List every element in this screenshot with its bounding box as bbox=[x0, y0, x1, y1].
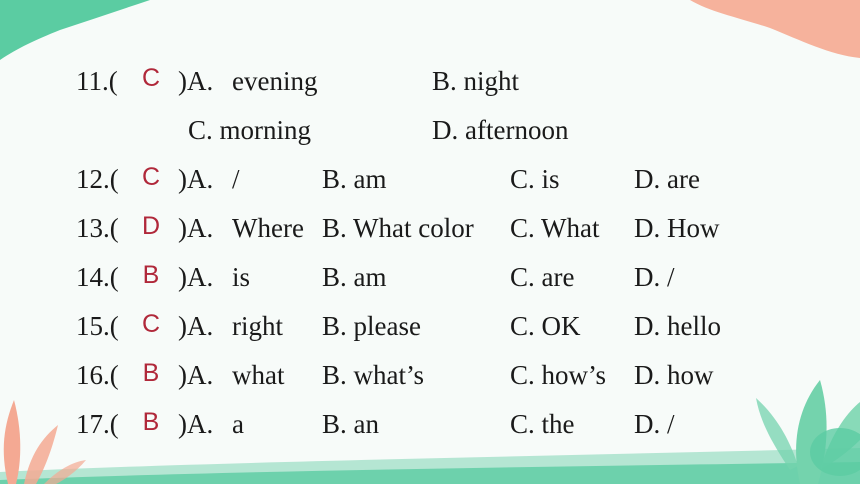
option-a: / bbox=[232, 164, 240, 194]
green-blob-top-left bbox=[0, 0, 150, 60]
option-c: C. how’s bbox=[510, 360, 607, 390]
option-b: B. What color bbox=[322, 213, 474, 243]
option-a-label: )A. bbox=[178, 409, 214, 439]
pink-blob-top-right bbox=[690, 0, 860, 58]
option-b: B. an bbox=[322, 409, 379, 439]
option-a-label: )A. bbox=[178, 164, 214, 194]
question-number: 16.( bbox=[76, 360, 119, 390]
answer-letter: B bbox=[142, 359, 160, 387]
option-a: is bbox=[232, 262, 251, 292]
answer-letter: C bbox=[141, 310, 161, 338]
question-number: 13.( bbox=[76, 213, 119, 243]
option-d: D. hello bbox=[634, 311, 721, 341]
option-c: C. OK bbox=[510, 311, 581, 341]
option-a-label: )A. bbox=[178, 360, 214, 390]
option-d: D. how bbox=[634, 360, 714, 390]
question-number: 14.( bbox=[76, 262, 119, 292]
question-number: 11.( bbox=[76, 66, 118, 96]
option-a: evening bbox=[232, 66, 318, 96]
option-d: D. How bbox=[634, 213, 720, 243]
option-a: right bbox=[232, 311, 283, 341]
option-c: C. morning bbox=[188, 115, 312, 145]
option-c: C. the bbox=[510, 409, 575, 439]
question-number: 17.( bbox=[76, 409, 119, 439]
answer-letter: D bbox=[141, 212, 161, 240]
option-a: Where bbox=[232, 213, 304, 243]
option-a-label: )A. bbox=[178, 311, 214, 341]
option-d: D. afternoon bbox=[432, 115, 569, 145]
option-d: D. / bbox=[634, 262, 675, 292]
answer-letter: C bbox=[141, 163, 161, 191]
option-b: B. please bbox=[322, 311, 421, 341]
answer-letter: B bbox=[142, 408, 160, 436]
option-b: B. what’s bbox=[322, 360, 425, 390]
question-number: 15.( bbox=[76, 311, 119, 341]
option-a-label: )A. bbox=[178, 262, 214, 292]
question-number: 12.( bbox=[76, 164, 119, 194]
option-b: B. night bbox=[432, 66, 520, 96]
option-d: D. are bbox=[634, 164, 700, 194]
option-a-label: )A. bbox=[178, 213, 214, 243]
option-a: what bbox=[232, 360, 285, 390]
answer-letter: C bbox=[141, 64, 161, 92]
option-c: C. are bbox=[510, 262, 575, 292]
option-c: C. What bbox=[510, 213, 600, 243]
option-b: B. am bbox=[322, 164, 387, 194]
option-d: D. / bbox=[634, 409, 675, 439]
answer-letter: B bbox=[142, 261, 160, 289]
option-a: a bbox=[232, 409, 244, 439]
option-b: B. am bbox=[322, 262, 387, 292]
option-a-label: )A. bbox=[178, 66, 214, 96]
option-c: C. is bbox=[510, 164, 560, 194]
